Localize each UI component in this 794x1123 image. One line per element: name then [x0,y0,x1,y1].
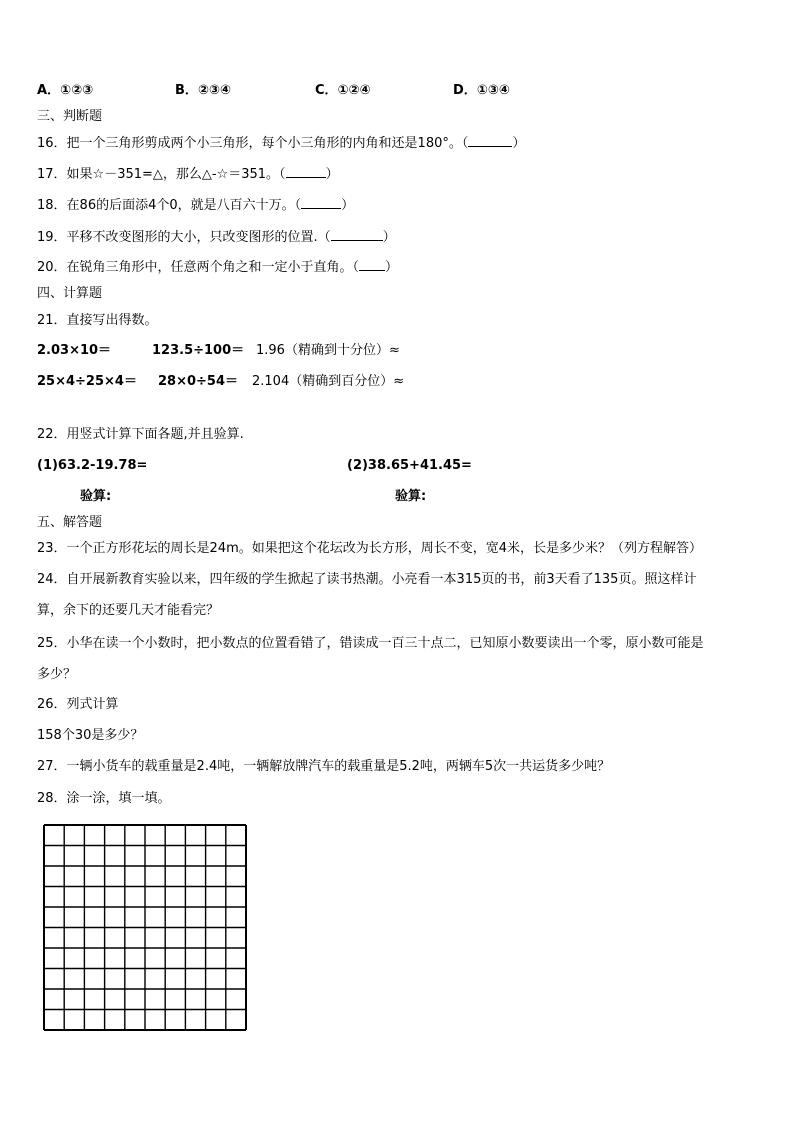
paren-close: ） [341,198,355,213]
question-19-text: 19．平移不改变图形的大小，只改变图形的位置.（ [37,230,331,245]
calc-item: 123.5÷100＝ [152,343,245,358]
check-label-1: 验算: [80,489,112,504]
question-20-text: 20．在锐角三角形中，任意两个角之和一定小于直角。（ [37,260,360,275]
question-21: 21．直接写出得数。 [37,313,158,328]
question-22: 22．用竖式计算下面各题,并且验算. [37,427,244,442]
question-16-text: 16．把一个三角形剪成两个小三角形，每个小三角形的内角和还是180°。（ [37,136,469,151]
question-28: 28．涂一涂，填一填。 [37,791,171,806]
calc-item: 1.96（精确到十分位）≈ [256,343,400,358]
answer-blank[interactable] [468,134,512,147]
question-24-line-1: 24．自开展新教育实验以来，四年级的学生掀起了读书热潮。小亮看一本315页的书，前3天看了135页。照这样计 [37,572,697,587]
question-23: 23．一个正方形花坛的周长是24m。如果把这个花坛改为长方形，周长不变，宽4米，长是多少米？（列方程解答） [37,541,703,556]
answer-blank[interactable] [301,196,341,209]
calc-item: 2.03×10＝ [37,343,112,358]
question-25-line-2: 多少？ [37,667,77,682]
answer-blank[interactable] [331,228,383,241]
question-24-line-2: 算，余下的还要几天才能看完？ [37,603,220,618]
paren-close: ） [385,260,399,275]
question-18-text: 18．在86的后面添4个0，就是八百六十万。（ [37,198,302,213]
question-26-sub: 158个30是多少？ [37,728,144,743]
option-b: B．②③④ [175,83,231,98]
paren-close: ） [325,167,339,182]
option-d: D．①③④ [453,83,510,98]
question-17 [37,165,339,184]
question-16 [37,134,525,153]
vertical-calc-2: (2)38.65+41.45= [347,458,472,473]
calc-item: 25×4÷25×4＝ [37,374,137,389]
option-c: C．①②④ [315,83,371,98]
calc-item: 2.104（精确到百分位）≈ [252,374,405,389]
question-25-line-1: 25．小华在读一个小数时，把小数点的位置看错了，错读成一百三十点二，已知原小数要读出一个零，原小数可能是 [37,636,704,651]
section-title-calculation: 四、计算题 [37,286,103,301]
answer-blank[interactable] [359,258,385,271]
question-26: 26．列式计算 [37,697,119,712]
check-label-2: 验算: [395,489,427,504]
answer-blank[interactable] [286,165,326,178]
paren-close: ） [512,136,526,151]
section-title-judgment: 三、判断题 [37,109,103,124]
section-title-answers: 五、解答题 [37,515,103,530]
option-a: A．①②③ [37,83,94,98]
question-27: 27．一辆小货车的载重量是2.4吨，一辆解放牌汽车的载重量是5.2吨，两辆车5次一共运货多少吨？ [37,759,611,774]
question-17-text: 17．如果☆－351=△，那么△-☆＝351。（ [37,167,286,182]
paren-close: ） [382,230,396,245]
calc-item: 28×0÷54＝ [158,374,239,389]
question-20 [37,258,398,277]
question-18 [37,196,354,215]
coloring-grid[interactable] [43,824,249,1032]
question-19 [37,228,396,247]
vertical-calc-1: (1)63.2-19.78= [37,458,148,473]
